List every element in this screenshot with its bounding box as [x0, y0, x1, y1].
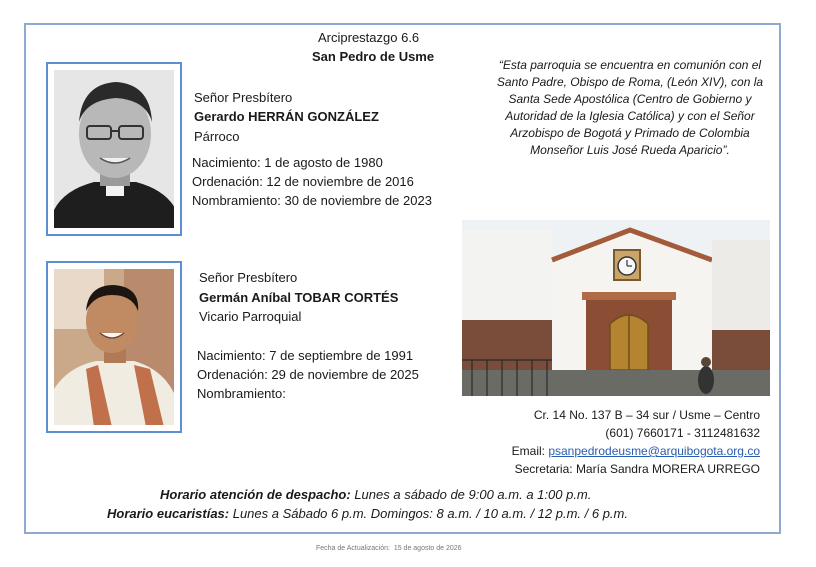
secretary: Secretaria: María Sandra MORERA URREGO [514, 462, 760, 476]
office-hours-label: Horario atención de despacho: [160, 487, 351, 502]
office-hours-value: Lunes a sábado de 9:00 a.m. a 1:00 p.m. [350, 487, 592, 502]
priest1-appointment: Nombramiento: 30 de noviembre de 2023 [192, 193, 432, 208]
priest2-role: Vicario Parroquial [199, 309, 302, 324]
mass-hours-label: Horario eucaristías: [107, 506, 230, 521]
priest1-portrait-image [54, 70, 174, 228]
email-link[interactable]: psanpedrodeusme@arquibogota.org.co [548, 444, 760, 458]
priest1-name: Gerardo HERRÁN GONZÁLEZ [194, 109, 379, 124]
priest1-role: Párroco [194, 129, 240, 144]
priest2-ordination: Ordenación: 29 de noviembre de 2025 [197, 367, 419, 382]
priest2-photo [46, 261, 182, 433]
update-date-value: 15 de agosto de 2026 [393, 545, 462, 552]
priest2-portrait-image [54, 269, 174, 425]
priest1-photo [46, 62, 182, 236]
mass-hours [107, 506, 628, 521]
update-date-label: Fecha de Actualización: [316, 545, 390, 552]
mass-hours-value: Lunes a Sábado 6 p.m. Domingos: 8 a.m. / 10 a.m. / 12 p.m. / 6 p.m. [229, 506, 628, 521]
priest2-title: Señor Presbítero [199, 270, 298, 285]
priest2-name: Germán Aníbal TOBAR CORTÉS [199, 290, 399, 305]
priest1-title: Señor Presbítero [194, 90, 293, 105]
update-date [316, 545, 462, 552]
email-line [512, 444, 760, 458]
communion-quote: “Esta parroquia se encuentra en comunión con el Santo Padre, Obispo de Roma, (León XIV), con la Santa Sede Apostólica (Centro de Gobierno y Autoridad de la Iglesia Católica) y con el Señor Arzobispo de Bogotá y Primado de Colombia Monseñor Luis José Rueda Aparicio”. [496, 58, 764, 157]
church-facade-image [462, 220, 770, 396]
email-label: Email: [511, 444, 549, 458]
office-hours [160, 487, 591, 502]
parish-name: San Pedro de Usme [312, 49, 435, 64]
arciprestazgo-label: Arciprestazgo 6.6 [318, 30, 420, 45]
priest2-birth: Nacimiento: 7 de septiembre de 1991 [197, 348, 414, 363]
priest2-appointment: Nombramiento: [197, 386, 286, 401]
address: Cr. 14 No. 137 B – 34 sur / Usme – Centro [533, 408, 760, 422]
priest1-ordination: Ordenación: 12 de noviembre de 2016 [192, 174, 414, 189]
priest1-birth: Nacimiento: 1 de agosto de 1980 [192, 155, 383, 170]
church-photo [462, 220, 770, 396]
phone-numbers: (601) 7660171 - 3112481632 [605, 426, 760, 440]
